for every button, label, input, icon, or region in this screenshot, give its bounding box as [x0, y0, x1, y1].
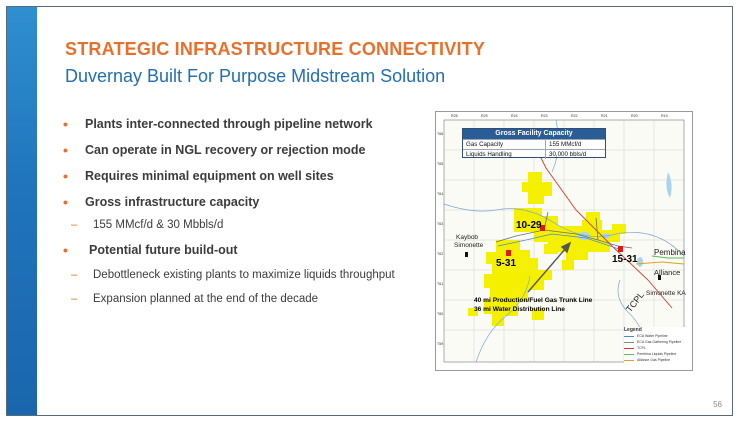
township-label: T59 — [437, 342, 444, 346]
legend-label: ECA Water Pipeline — [637, 334, 668, 338]
slide-title: STRATEGIC INFRASTRUCTURE CONNECTIVITY — [65, 39, 486, 59]
legend-item — [624, 358, 688, 364]
map-legend — [624, 327, 688, 367]
township-label: T66 — [437, 132, 444, 136]
range-label: R25 — [481, 114, 488, 118]
range-label: R26 — [451, 114, 458, 118]
plant-label-15-31: 15-31 — [612, 254, 638, 265]
legend-label: Alliance Gas Pipeline — [637, 358, 671, 362]
bullet-dot-icon: • — [63, 168, 68, 184]
bullet-text: Gross infrastructure capacity — [85, 195, 260, 209]
dash-icon: – — [71, 219, 78, 231]
trunk-line-label: 40 mi Production/Fuel Gas Trunk Line — [474, 297, 593, 304]
legend-label: ECA Gas Gathering Pipeline — [637, 340, 682, 344]
page-number: 56 — [713, 400, 722, 409]
township-label: T65 — [437, 162, 444, 166]
legend-title: Legend — [624, 327, 642, 333]
plant-label-10-29: 10-29 — [516, 220, 542, 231]
legend-swatch — [624, 354, 634, 355]
water-line-label: 36 mi Water Distribution Line — [474, 306, 565, 313]
capacity-row — [463, 139, 605, 149]
range-label: R21 — [601, 114, 608, 118]
place-label-pembina: Pembina — [654, 248, 686, 257]
capacity-value: 30,000 bbls/d — [549, 151, 587, 158]
legend-swatch — [624, 360, 634, 361]
sub-bullet-text: 155 MMcf/d & 30 Mbbls/d — [93, 219, 224, 231]
dash-icon: – — [71, 269, 78, 281]
township-label: T63 — [437, 222, 444, 226]
dash-icon: – — [71, 293, 78, 305]
township-label: T62 — [437, 252, 444, 256]
township-label: T60 — [437, 312, 444, 316]
range-label: R24 — [511, 114, 518, 118]
slide — [6, 6, 733, 416]
place-label-simonette: Simonette — [454, 242, 484, 249]
capacity-table — [462, 128, 606, 158]
left-accent-bar — [7, 7, 37, 415]
bullet-dot-icon: • — [63, 142, 68, 158]
capacity-table-header: Gross Facility Capacity — [463, 129, 605, 139]
range-label: R22 — [571, 114, 578, 118]
sub-bullet-text: Debottleneck existing plants to maximize liquids throughput — [93, 269, 395, 281]
legend-swatch — [624, 336, 634, 337]
range-label: R23 — [541, 114, 548, 118]
legend-swatch — [624, 342, 634, 343]
place-label-alliance: Alliance — [654, 268, 681, 277]
place-label-simonette-ka: Simonette KA — [646, 290, 686, 297]
facility-map — [435, 111, 693, 371]
slide-subtitle: Duvernay Built For Purpose Midstream Solution — [65, 66, 446, 86]
range-label: R20 — [631, 114, 638, 118]
legend-swatch — [624, 348, 634, 349]
sub-bullet-text: Expansion planned at the end of the decade — [93, 293, 319, 305]
bullet-dot-icon: • — [63, 116, 68, 132]
capacity-label: Gas Capacity — [466, 141, 504, 148]
bullet-text: Can operate in NGL recovery or rejection mode — [85, 143, 366, 157]
capacity-label: Liquids Handling — [466, 151, 512, 158]
place-label-kaybob: Kaybob — [456, 234, 479, 241]
cell-divider — [545, 150, 546, 159]
legend-label: Pembina Liquids Pipeline — [637, 352, 677, 356]
bullet-dot-icon: • — [63, 194, 68, 210]
bullet-text: Plants inter-connected through pipeline network — [85, 117, 373, 131]
plant-label-5-31: 5-31 — [496, 258, 517, 269]
tcpl-label: TCPL — [624, 289, 647, 315]
cell-divider — [545, 140, 546, 149]
legend-label: TCPL — [637, 346, 646, 350]
capacity-row — [463, 149, 605, 159]
bullet-dot-icon: • — [63, 242, 68, 258]
capacity-value: 155 MMcf/d — [549, 141, 582, 148]
range-label: R19 — [661, 114, 668, 118]
township-label: T61 — [437, 282, 444, 286]
bullet-text: Potential future build-out — [89, 243, 238, 257]
bullet-text: Requires minimal equipment on well sites — [85, 169, 334, 183]
township-label: T64 — [437, 192, 444, 196]
